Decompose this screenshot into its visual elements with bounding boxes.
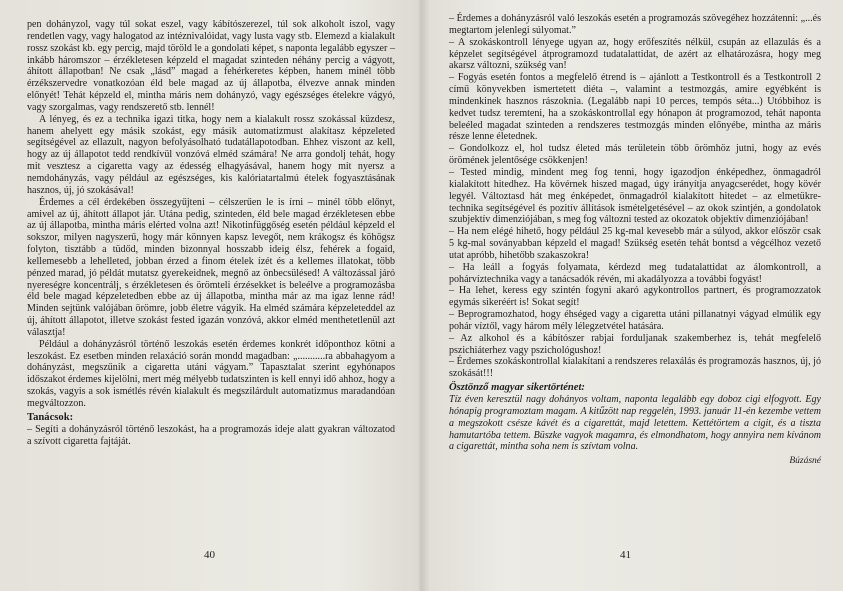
page-number-left: 40 — [204, 549, 215, 561]
tip-3: – A szokáskontroll lényege ugyan az, hogy erőfeszítés nélkül, csupán az ellazulás és a képzelet segítségével átprogramozd tudatalattidat, de azért az elhatározásra, hogy meg akarsz változni, szükség van! — [449, 36, 821, 72]
tip-8: – Ha leáll a fogyás folyamata, kérdezd meg tudatalattidat az álomkontroll, a pohárvíztechnika vagy a tanácsadók révén, mi akadályozza a további fogyást! — [449, 261, 821, 285]
left-paragraph-2: A lényeg, és ez a technika igazi titka, hogy nem a kialakult rossz szokással küzdesz, hanem ahelyett egy másik szokást, egy másik automatizmust alakítasz képzeleted segítségével az ellazult, nagyon befolyásolható tudatállapotodban. Ehhez viszont az kell, hogy az új állapotot tedd rendkívül vonzóvá elméd számára! Ne arra gondolj tehát, hogy mit vesztesz a cigaretta vagy az édesség elhagyásával, hanem hogy mit nyersz a nemdohányzás, vagy például az egészséges, kis kalóriatartalmú ételek fogyasztásának hasznos, új, jó szokásával! — [27, 113, 395, 196]
success-story-text: Tíz éven keresztül nagy dohányos voltam, naponta legalább egy doboz cigi elfogyott. Egy hónapig programoztam magam. A kitűzött nap reggelén, 1993. január 11-én kezembe vettem a megszokott csésze kávét és a cigarettát, majd letettem. Kettétörtem a cigit, és a tiszta hamutartóba tettem. Büszke vagyok magamra, és elmondhatom, hogy annyira nem kívánom a cigarettát, mintha soha nem is szívtam volna. — [449, 394, 821, 453]
left-page-text — [27, 19, 395, 447]
left-paragraph-1: pen dohányzol, vagy túl sokat eszel, vagy kábítószerezel, túl sok alkoholt iszol, vagy rendetlen vagy, vagy halogatod az intéznivalóidat, vagy lusta vagy stb. Elemezd a kialakult rossz szokást kb. egy percig, majd töröld le a gondolati képet, s naponta legalább egyszer – inkább háromszor – érzékletesen képzeld el magadat szinteden néhány percig a vágyott, áhított állapotban! Ne csak „lásd” magad a fehérkeretes képben, hanem minél több érzékszervedre vonatkozóan éld bele magad az új állapotba, élvezve annak minden előnyét! Tehát képzeld el, mintha máris nem dohányzó, vagy egészséges ételekre vágyó, vagy szorgalmas, vagy rendszerető stb. lennél! — [27, 19, 395, 113]
success-story-title: Ösztönző magyar sikertörténet: — [449, 382, 585, 394]
left-page — [0, 0, 421, 591]
right-page — [422, 0, 843, 591]
tip-5: – Gondolkozz el, hol tudsz életed más területein több örömhöz jutni, hogy az evés örömének jelentősége csökkenjen! — [449, 143, 821, 167]
signature: Búzásné — [789, 456, 821, 467]
tip-4: – Fogyás esetén fontos a megfelelő étrend is – ajánlott a Testkontroll és a Testkontroll 2 című könyvekben ismertetett diéta –, valamint a testmozgás, amire egyébként is mindenkinek hasznos rászoknia. (Legalább napi 10 perces, tempós séta...) Utóbbihoz is kedvet tudsz teremteni, ha a szokáskontrollal egy hónapon át programozod, tehát naponta beleéled magadat szinteden a rendszeres testmozgás minden előnyébe, mintha az máris része lenne életednek. — [449, 72, 821, 143]
tip-7: – Ha nem elégé hihető, hogy például 25 kg-mal kevesebb már a súlyod, akkor először csak 5 kg-mal soványabban képzeld el magad! Szükség esetén tehát bontsd a végcélhoz vezető utat apróbb, hihetőbb szakaszokra! — [449, 226, 821, 261]
tip-9: – Ha lehet, keress egy szintén fogyni akaró agykontrollos partnert, és programozzatok egymás sikeréért is! Sokat segít! — [449, 285, 821, 309]
tip-10: – Beprogramozhatod, hogy éhséged vagy a cigaretta utáni pillanatnyi vágyad elmúlik egy pohár víztől, vagy három mély lélegzetvétel hatására. — [449, 309, 821, 332]
left-paragraph-4: Például a dohányzásról történő leszokás esetén érdemes konkrét időponthoz kötni a leszokást. Ez esetben minden relaxáció során mondd magadban: „...........ra abbahagyom a dohányzást, megszűnik a cigaretta utáni vágyam.” Tapasztalat szerint egyhónapos időszakot érdemes kijelölni, mert még mélyebb tudatszinten is kell ennyi idő ahhoz, hogy a szokás, vagyis a sok ismétlés révén kialakult és megszilárdult automatizmus maradandóan megváltozzon. — [27, 338, 395, 409]
tip-6: – Tested mindig, mindent meg fog tenni, hogy igazodjon énképedhez, önmagadról kialakított hitedhez. Ha kövérnek hiszed magad, úgy irányítja anyagcserédet, hogy kövér legyél. Változtasd hát meg énképedet, önmagadról kialakított hitedet – az elmetükre-technika segítségével és pozitív állítások ismételgetésével – az okok szintjén, a gondolatok szubjektív dimenziójában, s meg fog változni tested az okozatok objektív dimenziójában! — [449, 166, 821, 226]
tip-11: – Az alkohol és a kábítószer rabjai forduljanak szakemberhez is, tehát megfelelő pszichiáterhez vagy pszichológushoz! — [449, 332, 821, 356]
tip-2: – Érdemes a dohányzásról való leszokás esetén a programozás szövegéhez hozzátenni: „...és megtartom jelenlegi súlyomat.” — [449, 13, 821, 36]
left-paragraph-3: Érdemes a cél érdekében összegyűjteni – célszerűen le is írni – minél több előnyt, amivel az új, áhított állapot jár. Utána pedig, szinteden, éld bele magad érzékletesen ebbe az új állapotba, mintha máris elérted volna azt! Nikotinfüggőség esetén például képzeld el sokszor, milyen nagyszerű, hogy már könnyen kapsz levegőt, nem krákogsz és köhögsz folyton, tisztább a tüdőd, minden bizonnyal hosszabb ideig élsz, fehérek a fogaid, kellemesebb a lehelleted, jobban érzed a finom ételek ízét és a kellemes illatokat, több pénzed marad, jó példát mutatsz gyerekeidnek, megnő az önbecsülésed! A változással járó nyereségre koncentrálj, s érzékletesen és örömteli érzésekket is beleélve a programozásba éld bele magad képzeletedben ebbe az új állapotba, mintha már az ma igaz lenne rád! Minden sejtünk valójában örömre, jobb életre vágyik. Ha elméd számára képzeleteddel az új, áhított állapotot, illetve szokást fested igazán vonzóvá, akkor elméd menthetetlenül azt választja! — [27, 196, 395, 338]
tips-heading: Tanácsok: — [27, 411, 74, 423]
page-number-right: 41 — [620, 549, 631, 561]
right-page-text — [449, 13, 821, 468]
tip-12: – Érdemes szokáskontrollal kialakítani a rendszeres relaxálás és programozás hasznos, új, jó szokását!!! — [449, 356, 821, 380]
tip-1: – Segíti a dohányzásról történő leszokást, ha a programozás ideje alatt gyakran változatod a szívott cigaretta fajtáját. — [27, 423, 395, 447]
